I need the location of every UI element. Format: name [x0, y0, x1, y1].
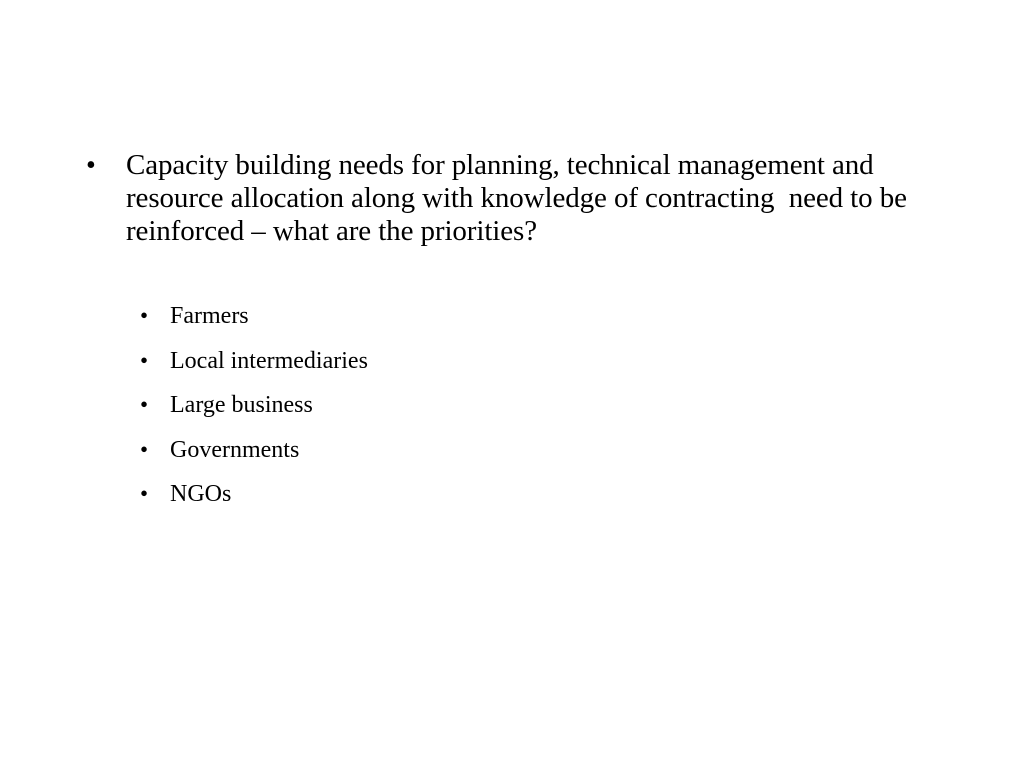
list-item-label: NGOs	[170, 481, 232, 507]
list-item-large-business	[137, 390, 737, 435]
list-item-label: Governments	[170, 436, 300, 463]
bullet-icon: •	[140, 436, 149, 462]
list-item-local-intermediaries	[137, 346, 737, 391]
bullet-icon: •	[140, 303, 149, 328]
main-bullet-point	[84, 149, 954, 248]
list-item-governments	[137, 435, 737, 480]
bullet-icon: •	[140, 347, 149, 373]
list-item-label: Farmers	[170, 303, 249, 329]
list-item-ngos	[137, 479, 737, 524]
main-bullet-text: Capacity building needs for planning, technical management and resource allocation along with knowledge of contracting need to be reinforced – what are the priorities?	[126, 149, 915, 247]
bullet-icon: •	[140, 481, 149, 506]
bullet-icon: •	[86, 150, 96, 181]
list-item-farmers	[137, 301, 737, 346]
list-item-label: Local intermediaries	[170, 347, 368, 374]
list-item-label: Large business	[170, 392, 313, 418]
bullet-icon: •	[140, 392, 149, 417]
stakeholder-list	[137, 301, 737, 524]
